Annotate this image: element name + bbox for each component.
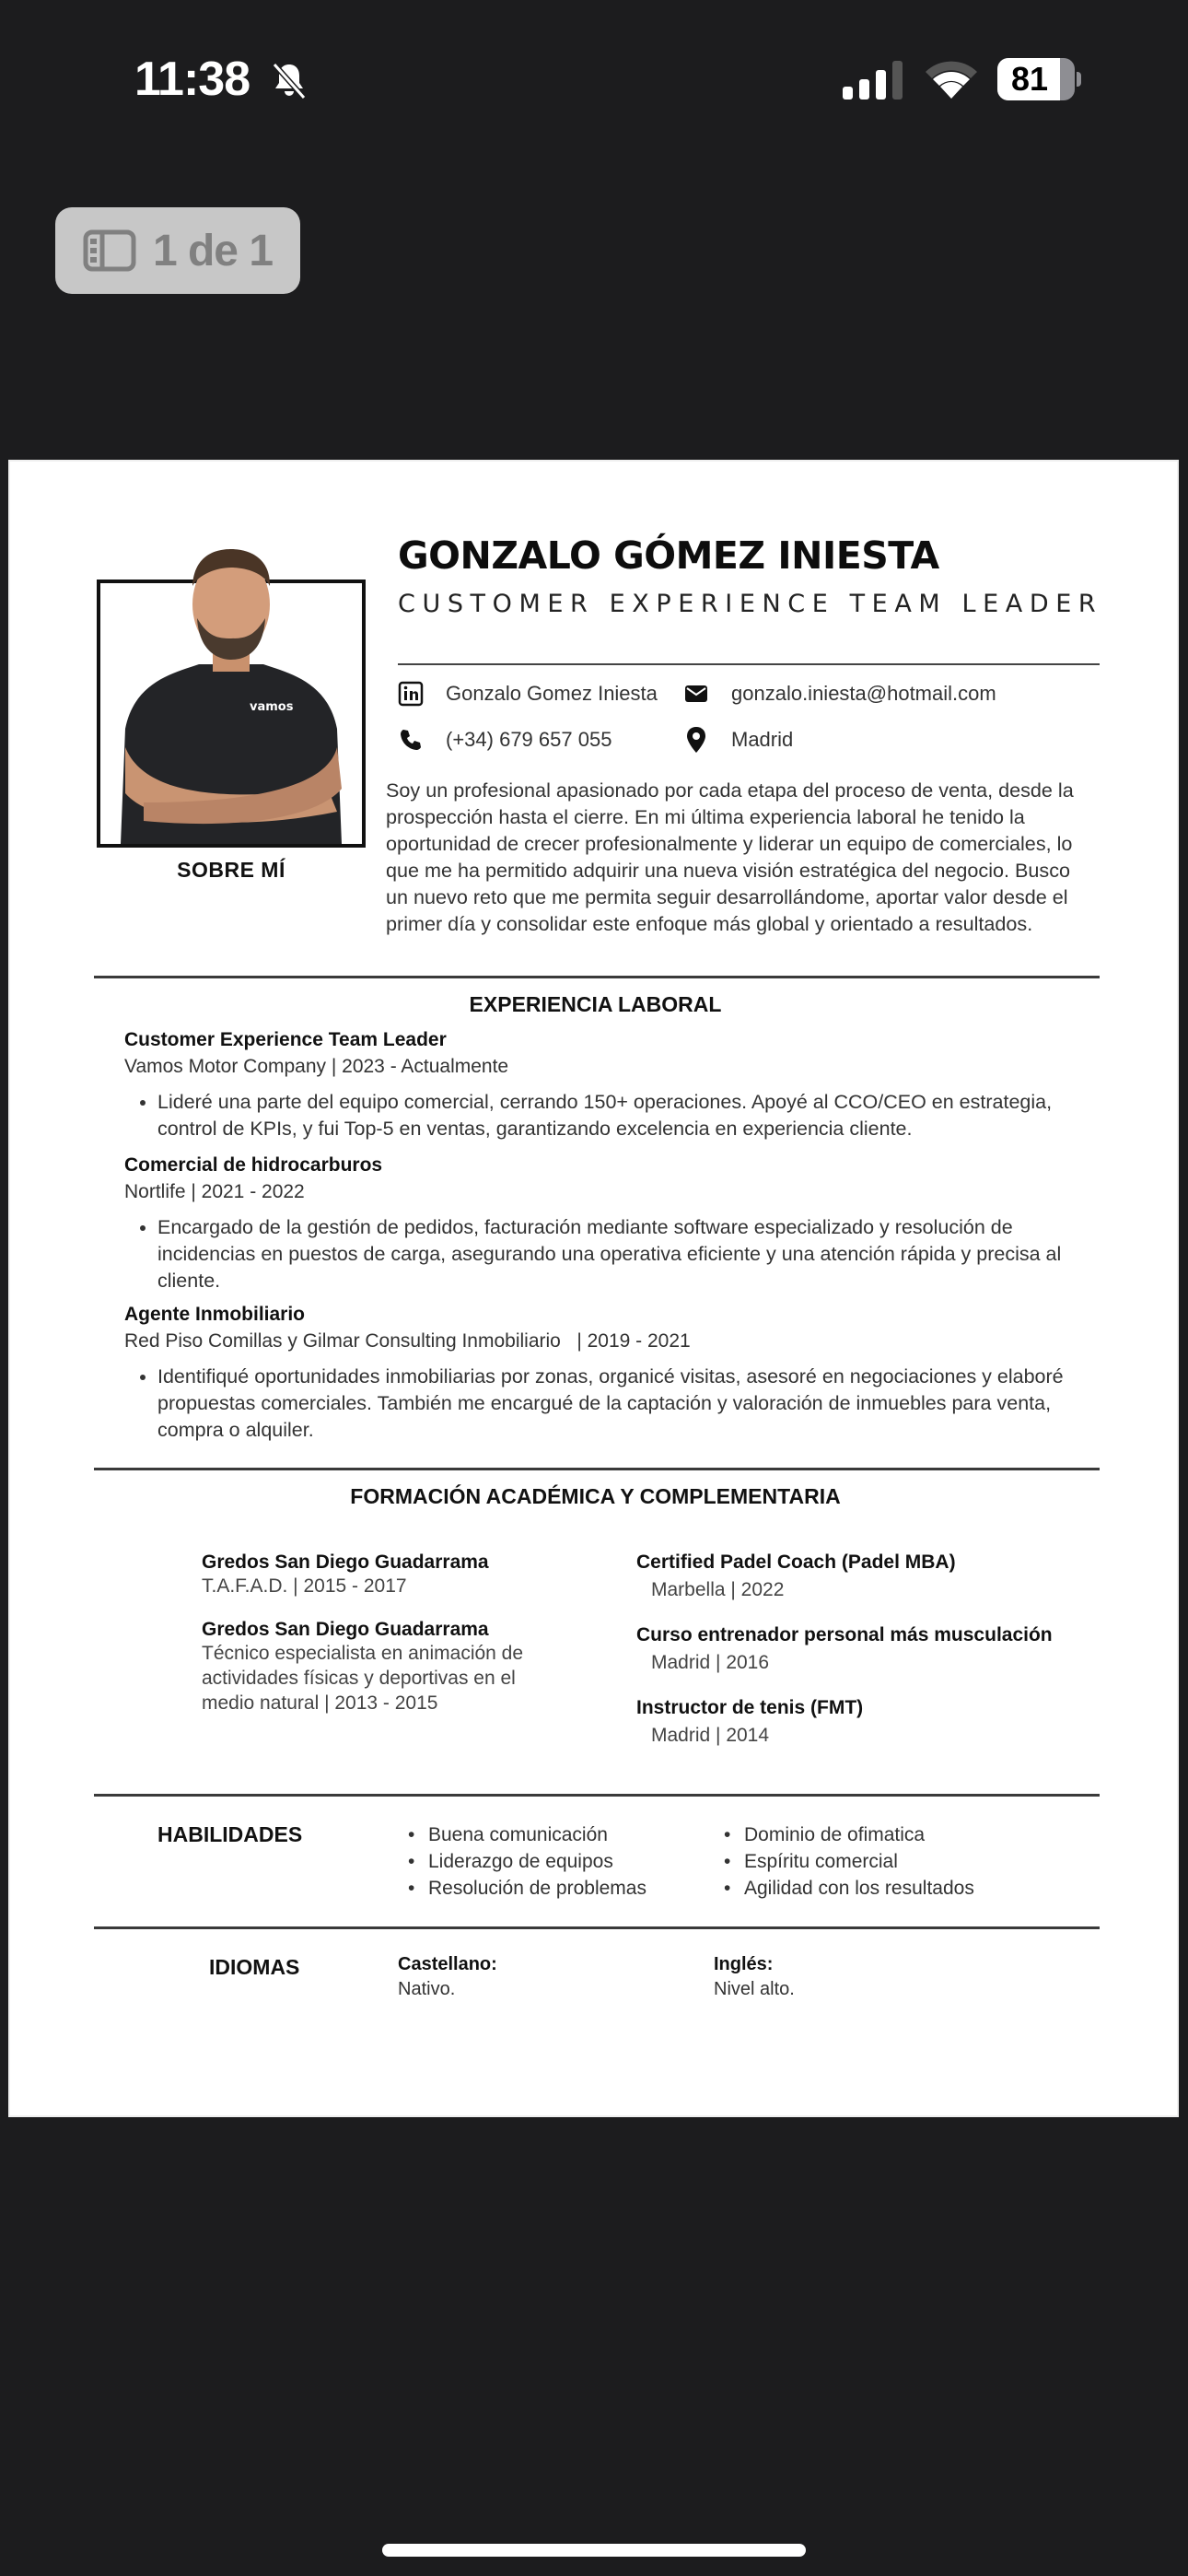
skill-item: • Agilidad con los resultados xyxy=(720,1875,974,1902)
job-bullet: • Lideré una parte del equipo comercial, cerrando 150+ operaciones. Apoyé al CCO/CEO en estrategia, control de KPIs, y fui Top-5 en ventas, garantizando excelencia en experiencia cliente. xyxy=(157,1089,1101,1142)
battery-percent: 81 xyxy=(1010,60,1049,98)
education-item xyxy=(202,1551,588,1598)
home-indicator[interactable] xyxy=(382,2544,806,2557)
language-level: Nivel alto. xyxy=(714,1979,795,1999)
email-address: gonzalo.iniesta@hotmail.com xyxy=(731,682,996,705)
shirt-logo-text: vamos xyxy=(250,700,294,714)
section-divider xyxy=(94,976,1100,978)
course-detail: Madrid | 2014 xyxy=(651,1725,770,1746)
contact-linkedin[interactable] xyxy=(398,681,658,707)
wifi-icon xyxy=(924,59,979,100)
course-detail: Madrid | 2016 xyxy=(651,1652,770,1673)
about-summary: Soy un profesional apasionado por cada etapa del proceso de venta, desde la prospección hasta el cierre. En mi última experiencia laboral he tenido la oportunidad de crecer profesionalmente y liderar un equipo de comerciales, lo que me ha permitido adquirir una nueva visión estratégica del negocio. Busco un nuevo reto que me permita seguir desarrollándome, aportar valor desde el primer día y consolidar este enfoque más global y orientado a resultados. xyxy=(386,779,1074,935)
skills-list xyxy=(720,1821,974,1902)
skill-item: • Espíritu comercial xyxy=(720,1848,974,1875)
job-role: Agente Inmobiliario xyxy=(124,1304,306,1325)
skills-list xyxy=(404,1821,646,1902)
battery-cap xyxy=(1077,72,1081,87)
education-school: Gredos San Diego Guadarrama xyxy=(202,1619,489,1640)
course-item xyxy=(636,1697,1097,1748)
job-company-period: Vamos Motor Company | 2023 - Actualmente xyxy=(124,1056,509,1077)
job-company-period: Red Piso Comillas y Gilmar Consulting Inmobiliario | 2019 - 2021 xyxy=(124,1330,691,1352)
resume-page xyxy=(8,460,1179,2117)
language-item xyxy=(398,1954,497,2000)
battery-indicator xyxy=(997,58,1080,100)
education-detail: Técnico especialista en animación de actividades físicas y deportivas en el medio natural | 2013 - 2015 xyxy=(202,1643,524,1714)
page-indicator-label: 1 de 1 xyxy=(152,226,274,275)
skills-heading: HABILIDADES xyxy=(157,1822,303,1846)
candidate-name: GONZALO GÓMEZ INIESTA xyxy=(398,533,939,578)
skill-item: • Liderazgo de equipos xyxy=(404,1848,646,1875)
experience-heading: EXPERIENCIA LABORAL xyxy=(469,992,722,1016)
job-bullet: • Encargado de la gestión de pedidos, facturación mediante software especializado y resolución de incidencias en puestos de carga, asegurando una operativa eficiente y una atención rápida y precisa al cliente. xyxy=(157,1214,1101,1294)
contact-phone[interactable] xyxy=(398,727,611,753)
languages-heading: IDIOMAS xyxy=(209,1955,300,1979)
silent-bell-icon xyxy=(269,61,309,101)
education-item xyxy=(202,1619,524,1715)
location-text: Madrid xyxy=(731,728,794,751)
job-entry xyxy=(124,1154,1101,1294)
cellular-signal-icon xyxy=(843,61,903,100)
about-heading: SOBRE MÍ xyxy=(177,858,285,882)
course-detail: Marbella | 2022 xyxy=(651,1579,785,1600)
candidate-title: CUSTOMER EXPERIENCE TEAM LEADER xyxy=(398,590,1103,618)
contact-location xyxy=(683,727,793,753)
status-time: 11:38 xyxy=(134,53,250,106)
phone-icon xyxy=(398,727,424,753)
course-item xyxy=(636,1624,1097,1675)
linkedin-icon xyxy=(398,681,424,707)
header-divider xyxy=(398,663,1100,665)
sidebar-thumbnails-icon xyxy=(83,229,136,272)
education-heading: FORMACIÓN ACADÉMICA Y COMPLEMENTARIA xyxy=(350,1484,841,1508)
job-bullet: • Identifiqué oportunidades inmobiliarias por zonas, organicé visitas, asesoré en negociaciones y elaboré propuestas comerciales. También me encargué de la captación y valoración de inmuebles para venta, compra o alquiler. xyxy=(157,1364,1101,1444)
section-divider xyxy=(94,1794,1100,1797)
skill-item: • Dominio de ofimatica xyxy=(720,1821,974,1848)
language-item xyxy=(714,1954,795,2000)
course-name: Instructor de tenis (FMT) xyxy=(636,1697,864,1718)
job-entry xyxy=(124,1029,1101,1142)
course-name: Certified Padel Coach (Padel MBA) xyxy=(636,1551,956,1573)
section-divider xyxy=(94,1468,1100,1470)
envelope-icon xyxy=(683,681,709,707)
job-company-period: Nortlife | 2021 - 2022 xyxy=(124,1181,305,1202)
section-divider xyxy=(94,1926,1100,1929)
page-indicator-button[interactable] xyxy=(55,207,300,294)
language-level: Nativo. xyxy=(398,1979,456,1999)
skill-item: • Resolución de problemas xyxy=(404,1875,646,1902)
language-name: Inglés: xyxy=(714,1954,774,1974)
course-item xyxy=(636,1551,1097,1602)
course-name: Curso entrenador personal más musculación xyxy=(636,1624,1053,1645)
linkedin-name: Gonzalo Gomez Iniesta xyxy=(446,682,658,705)
job-role: Comercial de hidrocarburos xyxy=(124,1154,383,1176)
job-entry xyxy=(124,1304,1101,1444)
profile-photo xyxy=(107,526,355,844)
job-role: Customer Experience Team Leader xyxy=(124,1029,447,1050)
skill-item: • Buena comunicación xyxy=(404,1821,646,1848)
language-name: Castellano: xyxy=(398,1954,497,1974)
phone-number: (+34) 679 657 055 xyxy=(446,728,612,751)
location-pin-icon xyxy=(683,727,709,753)
education-detail: T.A.F.A.D. | 2015 - 2017 xyxy=(202,1575,407,1597)
education-school: Gredos San Diego Guadarrama xyxy=(202,1551,489,1573)
contact-email[interactable] xyxy=(683,681,996,707)
